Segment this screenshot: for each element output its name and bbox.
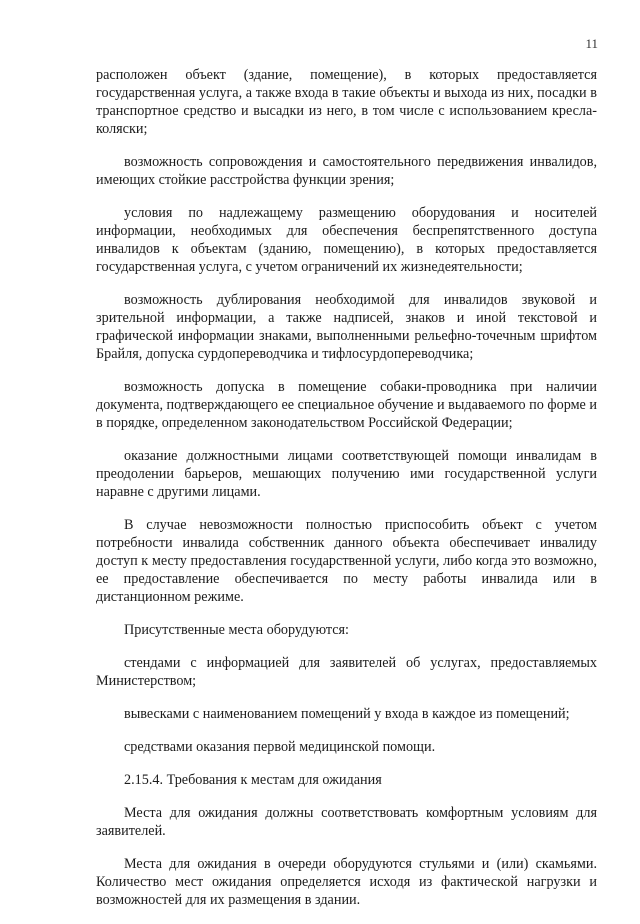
page-body — [96, 66, 597, 924]
paragraph-first-aid: средствами оказания первой медицинской помощи. — [124, 739, 436, 755]
page-number: 11 — [585, 36, 598, 51]
paragraph-waiting-seating: Места для ожидания в очереди оборудуются стульями и (или) скамьями. Количество мест ожидания определяется исходя из фактической нагрузки и возможностей для их размещения в здании. — [96, 856, 597, 908]
paragraph-entrance-access: расположен объект (здание, помещение), в которых предоставляется государственная услуга, а также входа в такие объекты и выхода из них, посадки в транспортное средство и высадки из него, в том числе с использованием кресла-коляски; — [96, 67, 597, 137]
paragraph-equipment-placement: условия по надлежащему размещению оборудования и носителей информации, необходимых для обеспечения беспрепятственного доступа инвалидов к объектам (зданию, помещению), в которых предоставляется государственная услуга, с учетом ограничений их жизнедеятельности; — [96, 205, 597, 275]
paragraph-guide-dog: возможность допуска в помещение собаки-проводника при наличии документа, подтверждающего ее специальное обучение и выдаваемого по форме и в порядке, определенном законодательством Российской Федерации; — [96, 379, 597, 431]
paragraph-signage: вывесками с наименованием помещений у входа в каждое из помещений; — [124, 706, 570, 722]
paragraph-information-duplication: возможность дублирования необходимой для инвалидов звуковой и зрительной информации, а также надписей, знаков и иной текстовой и графической информации знаками, выполненными рельефно-точечным шрифтом Брайля, допуска сурдопереводчика и тифлосурдопереводчика; — [96, 292, 597, 362]
paragraph-waiting-comfort: Места для ожидания должны соответствовать комфортным условиям для заявителей. — [96, 805, 597, 839]
paragraph-info-stands: стендами с информацией для заявителей об услугах, предоставляемых Министерством; — [96, 655, 597, 689]
paragraph-remote-service: В случае невозможности полностью приспособить объект с учетом потребности инвалида собственник данного объекта обеспечивает инвалиду доступ к месту предоставления государственной услуги, либо когда это возможно, ее предоставление обеспечивается по месту работы инвалида или в дистанционном режиме. — [96, 517, 597, 605]
section-heading-waiting-areas: 2.15.4. Требования к местам для ожидания — [124, 772, 382, 788]
paragraph-staff-assistance: оказание должностными лицами соответствующей помощи инвалидам в преодолении барьеров, мешающих получению ими государственной услуги наравне с другими лицами. — [96, 448, 597, 500]
paragraph-reception-equipment: Присутственные места оборудуются: — [124, 622, 349, 638]
paragraph-vision-support: возможность сопровождения и самостоятельного передвижения инвалидов, имеющих стойкие расстройства функции зрения; — [96, 154, 597, 188]
